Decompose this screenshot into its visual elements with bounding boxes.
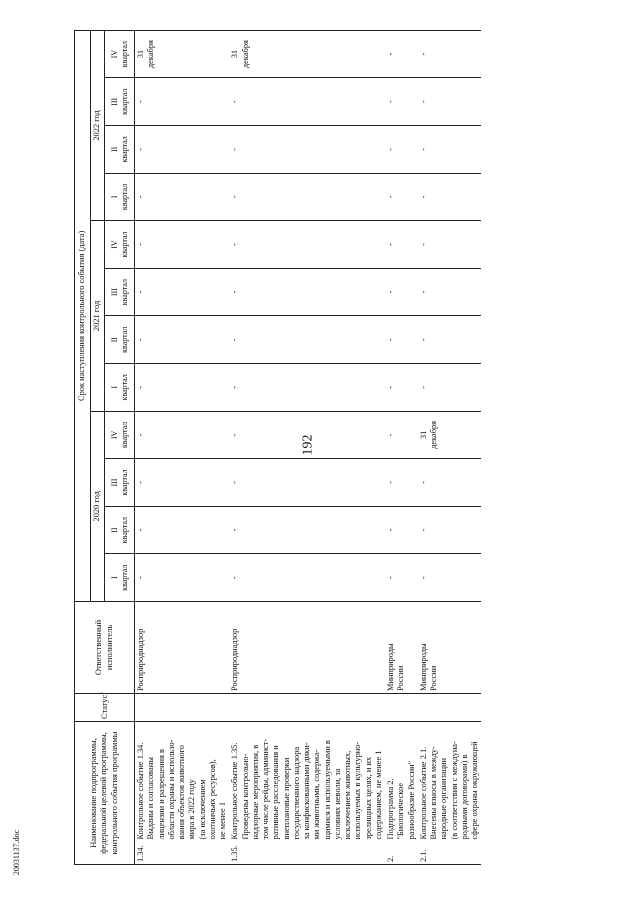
deadline-cell: -: [229, 268, 385, 316]
quarter-word: квартал: [119, 469, 129, 496]
quarter-number: II: [109, 337, 119, 343]
row-executor: Минприроды России: [385, 602, 418, 694]
quarter-number: I: [109, 386, 119, 389]
deadline-cell: -: [385, 554, 418, 602]
header-year: 2021 год: [91, 221, 105, 411]
row-name: Контрольное событие 1.34. Выданы и согласованы лицензии и разрешения в области охраны и использо- вания объектов животного мира в 2022 году (за исключением охотничьих ресурсов), не менее 1: [135, 722, 230, 842]
header-executor: Ответственный исполнитель: [75, 602, 135, 694]
deadline-cell: -: [385, 506, 418, 554]
row-executor: Минприроды России: [418, 602, 482, 694]
table-row: [385, 30, 418, 864]
deadline-cell: -: [385, 221, 418, 269]
deadline-cell: -: [135, 506, 230, 554]
header-quarter: [105, 411, 135, 459]
table-row: [229, 30, 385, 864]
quarter-number: IV: [109, 430, 119, 440]
quarter-number: I: [109, 576, 119, 580]
header-quarter: [105, 554, 135, 602]
deadline-cell: -: [418, 221, 482, 269]
header-quarter: [105, 506, 135, 554]
rotated-table-wrapper: [74, 30, 621, 865]
row-name: Подпрограмма 2. "Биологическое разнообразие России": [385, 722, 418, 842]
row-executor: Росприроднадзор: [135, 602, 230, 694]
quarter-word: квартал: [119, 183, 129, 211]
deadline-cell: -: [418, 316, 482, 364]
deadline-cell: -: [418, 506, 482, 554]
deadline-cell: -: [229, 316, 385, 364]
header-quarter: [105, 221, 135, 269]
table-row: [418, 30, 482, 864]
row-number: 2.: [385, 842, 418, 865]
deadline-cell: -: [385, 173, 418, 221]
quarter-number: III: [109, 97, 119, 106]
deadline-cell: -: [229, 554, 385, 602]
deadline-cell: 31 декабря: [229, 30, 385, 78]
row-status: [135, 694, 230, 722]
header-year: 2020 год: [91, 411, 105, 601]
row-status: [385, 694, 418, 722]
row-number: 1.34.: [135, 842, 230, 865]
deadline-cell: -: [418, 268, 482, 316]
deadline-cell: -: [385, 411, 418, 459]
row-status: [229, 694, 385, 722]
quarter-word: квартал: [119, 326, 129, 353]
deadline-cell: -: [135, 364, 230, 412]
deadline-cell: -: [229, 126, 385, 174]
footer-filename: 20031137.doc: [12, 829, 22, 876]
quarter-number: I: [109, 195, 119, 199]
quarter-number: IV: [109, 49, 119, 59]
header-quarter: [105, 78, 135, 126]
deadline-cell: -: [385, 30, 418, 78]
deadline-cell: -: [229, 221, 385, 269]
header-quarter: [105, 173, 135, 221]
deadline-cell: -: [135, 126, 230, 174]
quarter-word: квартал: [119, 40, 129, 68]
deadline-cell: -: [229, 506, 385, 554]
deadline-cell: -: [385, 459, 418, 507]
deadline-cell: -: [418, 173, 482, 221]
header-quarter: [105, 30, 135, 78]
deadline-cell: -: [385, 364, 418, 412]
deadline-cell: 31 декабря: [135, 30, 230, 78]
row-name: Контрольное событие 1.35. Проведены контрольно- надзорные мероприятия, в том числе рейды, админист- ративные расследования и внеплановые проверки государственного надзора за конфискованными дики- ми животными, содержа- щимися и используемыми в условиях неволи, за исключением животных, используемых в культурно- зрелищных целях, и их содержанием, не менее 1: [229, 722, 385, 842]
quarter-number: III: [109, 288, 119, 297]
deadline-cell: -: [418, 78, 482, 126]
deadline-cell: -: [418, 554, 482, 602]
quarter-word: квартал: [119, 517, 129, 544]
quarter-number: II: [109, 527, 119, 533]
header-status: Статус$^1$: [75, 694, 135, 722]
quarter-word: квартал: [119, 279, 129, 306]
deadline-cell: -: [229, 459, 385, 507]
deadline-cell: -: [418, 126, 482, 174]
row-number: 1.35.: [229, 842, 385, 865]
quarter-word: квартал: [119, 88, 129, 115]
row-status: [418, 694, 482, 722]
quarter-number: III: [109, 478, 119, 487]
deadline-cell: -: [135, 268, 230, 316]
deadline-cell: -: [229, 364, 385, 412]
header-quarter: [105, 268, 135, 316]
deadline-cell: -: [385, 78, 418, 126]
deadline-cell: -: [135, 221, 230, 269]
deadline-cell: -: [135, 78, 230, 126]
deadline-cell: -: [418, 459, 482, 507]
deadline-cell: -: [135, 459, 230, 507]
row-name: Контрольное событие 2.1. Внесены взносы в между- народные организации (в соответствии с междуна- родными договорами) в сфере охраны окружающей: [418, 722, 482, 842]
quarter-word: квартал: [119, 564, 129, 591]
deadline-cell: -: [385, 316, 418, 364]
deadline-cell: -: [135, 173, 230, 221]
header-year: 2022 год: [91, 30, 105, 221]
deadline-cell: -: [135, 316, 230, 364]
header-quarter: [105, 459, 135, 507]
deadline-cell: -: [135, 554, 230, 602]
quarter-number: II: [109, 146, 119, 153]
control-events-table: [74, 30, 481, 865]
quarter-word: квартал: [119, 421, 129, 449]
quarter-word: квартал: [119, 136, 129, 163]
header-name: Наименование подпрограммы, федеральной целевой программы, контрольного события программы: [75, 722, 135, 865]
table-row: [135, 30, 230, 864]
deadline-cell: -: [418, 30, 482, 78]
deadline-cell: -: [418, 364, 482, 412]
deadline-cell: -: [229, 173, 385, 221]
header-quarter: [105, 316, 135, 364]
header-quarter: [105, 126, 135, 174]
deadline-cell: -: [229, 78, 385, 126]
row-executor: Росприроднадзор: [229, 602, 385, 694]
quarter-word: квартал: [119, 231, 129, 258]
header-quarter: [105, 364, 135, 412]
deadline-cell: -: [385, 126, 418, 174]
header-deadline: Срок наступления контрольного события (дата): [75, 30, 91, 601]
deadline-cell: 31 декабря: [418, 411, 482, 459]
quarter-word: квартал: [119, 374, 129, 401]
page-number: 192: [300, 434, 316, 456]
deadline-cell: -: [135, 411, 230, 459]
quarter-number: IV: [109, 240, 119, 249]
deadline-cell: -: [229, 411, 385, 459]
row-number: 2.1.: [418, 842, 482, 865]
deadline-cell: -: [385, 268, 418, 316]
